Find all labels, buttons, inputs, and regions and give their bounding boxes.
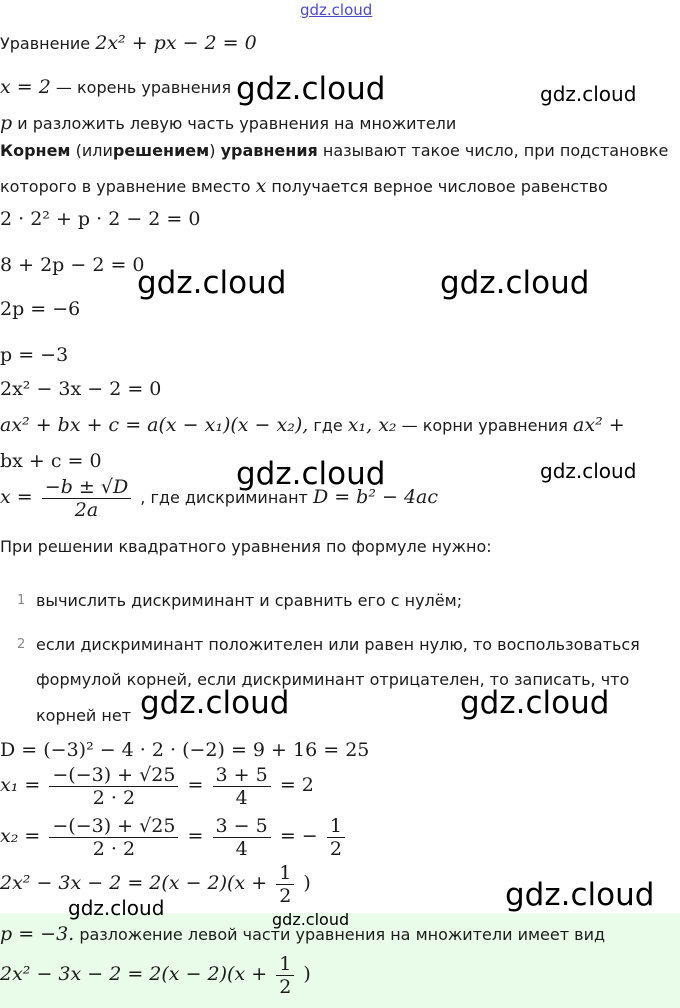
fraction bbox=[49, 764, 178, 809]
list-item-cont: формулой корней, если дискриминант отрицателен, то записать, что bbox=[36, 670, 630, 689]
math: = 2 bbox=[279, 774, 314, 796]
numerator: 3 + 5 bbox=[213, 764, 271, 787]
math: x₁ = bbox=[0, 774, 41, 796]
math: ) bbox=[303, 872, 311, 894]
text: которого в уравнение вместо bbox=[0, 177, 251, 196]
text: получается верное числовое равенство bbox=[271, 177, 608, 196]
list-item: вычислить дискриминант и сравнить его с нулём; bbox=[36, 591, 463, 610]
numerator: 1 bbox=[327, 815, 345, 838]
denominator: 2 · 2 bbox=[92, 787, 136, 809]
watermark: gdz.cloud bbox=[236, 71, 386, 107]
line-10: 2x² − 3x − 2 = 0 bbox=[0, 378, 162, 400]
math: 2x² − 3x − 2 = 2(x − 2)(x + bbox=[0, 872, 268, 894]
math: ax² + bbox=[573, 414, 625, 436]
fraction bbox=[49, 815, 178, 860]
line-4 bbox=[0, 141, 668, 160]
math: p = −3. bbox=[0, 923, 75, 945]
fraction bbox=[213, 815, 271, 860]
math: ) bbox=[303, 963, 311, 985]
math: x₁, x₂ bbox=[347, 414, 397, 436]
denominator: 2 bbox=[279, 976, 292, 998]
numerator: 1 bbox=[276, 862, 294, 885]
watermark: gdz.cloud bbox=[540, 459, 637, 483]
text: Уравнение bbox=[0, 34, 91, 53]
math: 2x² + px − 2 = 0 bbox=[95, 32, 257, 54]
line-11 bbox=[0, 414, 625, 436]
bold: уравнения bbox=[220, 141, 318, 160]
text: разложение левой части уравнения на множители имеет вид bbox=[79, 925, 606, 944]
denominator: 2 bbox=[329, 838, 342, 860]
text: называют такое число, при подстановке bbox=[322, 141, 669, 160]
line-9: p = −3 bbox=[0, 344, 69, 366]
fraction bbox=[276, 953, 294, 998]
line-8: 2p = −6 bbox=[0, 298, 81, 320]
watermark: gdz.cloud bbox=[272, 910, 350, 929]
text: (или bbox=[75, 141, 113, 160]
fraction bbox=[42, 476, 131, 521]
line-14: При решении квадратного уравнения по формуле нужно: bbox=[0, 537, 492, 556]
text: — корни уравнения bbox=[401, 416, 568, 435]
text: — корень уравнения bbox=[55, 78, 232, 97]
line-16 bbox=[0, 764, 314, 809]
watermark: gdz.cloud bbox=[137, 265, 287, 301]
line-3 bbox=[0, 112, 456, 134]
fraction bbox=[213, 764, 271, 809]
text: ) bbox=[209, 141, 216, 160]
denominator: 2a bbox=[74, 499, 99, 521]
list-number: 2 bbox=[17, 637, 26, 652]
line-1 bbox=[0, 32, 257, 54]
numerator: 1 bbox=[276, 953, 294, 976]
text: и разложить левую часть уравнения на множители bbox=[17, 114, 457, 133]
math: x₂ = bbox=[0, 825, 41, 847]
list-number: 1 bbox=[17, 593, 26, 608]
math: D = b² − 4ac bbox=[312, 486, 439, 508]
math: 2x² − 3x − 2 = 2(x − 2)(x + bbox=[0, 963, 268, 985]
numerator: −b ± √D bbox=[42, 476, 131, 499]
fraction bbox=[276, 862, 294, 907]
watermark: gdz.cloud bbox=[460, 685, 610, 721]
watermark-top[interactable]: gdz.cloud bbox=[300, 1, 373, 19]
list-item: если дискриминант положителен или равен нулю, то воспользоваться bbox=[36, 635, 640, 654]
bold: Корнем bbox=[0, 141, 71, 160]
numerator: 3 − 5 bbox=[213, 815, 271, 838]
numerator: −(−3) + √25 bbox=[49, 815, 178, 838]
line-15: D = (−3)² − 4 · 2 · (−2) = 9 + 16 = 25 bbox=[0, 739, 370, 761]
numerator: −(−3) + √25 bbox=[49, 764, 178, 787]
line-6: 2 · 2² + p · 2 − 2 = 0 bbox=[0, 208, 201, 230]
watermark: gdz.cloud bbox=[68, 896, 165, 920]
denominator: 4 bbox=[235, 838, 248, 860]
denominator: 2 · 2 bbox=[92, 838, 136, 860]
denominator: 2 bbox=[279, 885, 292, 907]
list-item-cont: корней нет bbox=[36, 706, 132, 725]
equals: = bbox=[187, 825, 204, 847]
line-17 bbox=[0, 815, 349, 860]
math: x = bbox=[0, 486, 33, 508]
math: x = 2 bbox=[0, 76, 51, 98]
math: = − bbox=[279, 825, 318, 847]
bold: решением bbox=[112, 141, 210, 160]
math: x bbox=[255, 175, 267, 197]
watermark: gdz.cloud bbox=[236, 456, 386, 492]
watermark: gdz.cloud bbox=[505, 877, 655, 913]
text: где bbox=[313, 416, 343, 435]
denominator: 4 bbox=[235, 787, 248, 809]
line-5 bbox=[0, 175, 608, 197]
line-2 bbox=[0, 76, 231, 98]
text: , где дискриминант bbox=[140, 488, 308, 507]
equals: = bbox=[187, 774, 204, 796]
line-7: 8 + 2p − 2 = 0 bbox=[0, 254, 145, 276]
watermark: gdz.cloud bbox=[140, 685, 290, 721]
answer-line-2 bbox=[0, 953, 311, 998]
math: ax² + bx + c = a(x − x₁)(x − x₂), bbox=[0, 414, 309, 436]
fraction bbox=[327, 815, 345, 860]
watermark: gdz.cloud bbox=[540, 82, 637, 106]
math: p bbox=[0, 112, 13, 134]
watermark: gdz.cloud bbox=[440, 265, 590, 301]
line-12: bx + c = 0 bbox=[0, 450, 102, 472]
